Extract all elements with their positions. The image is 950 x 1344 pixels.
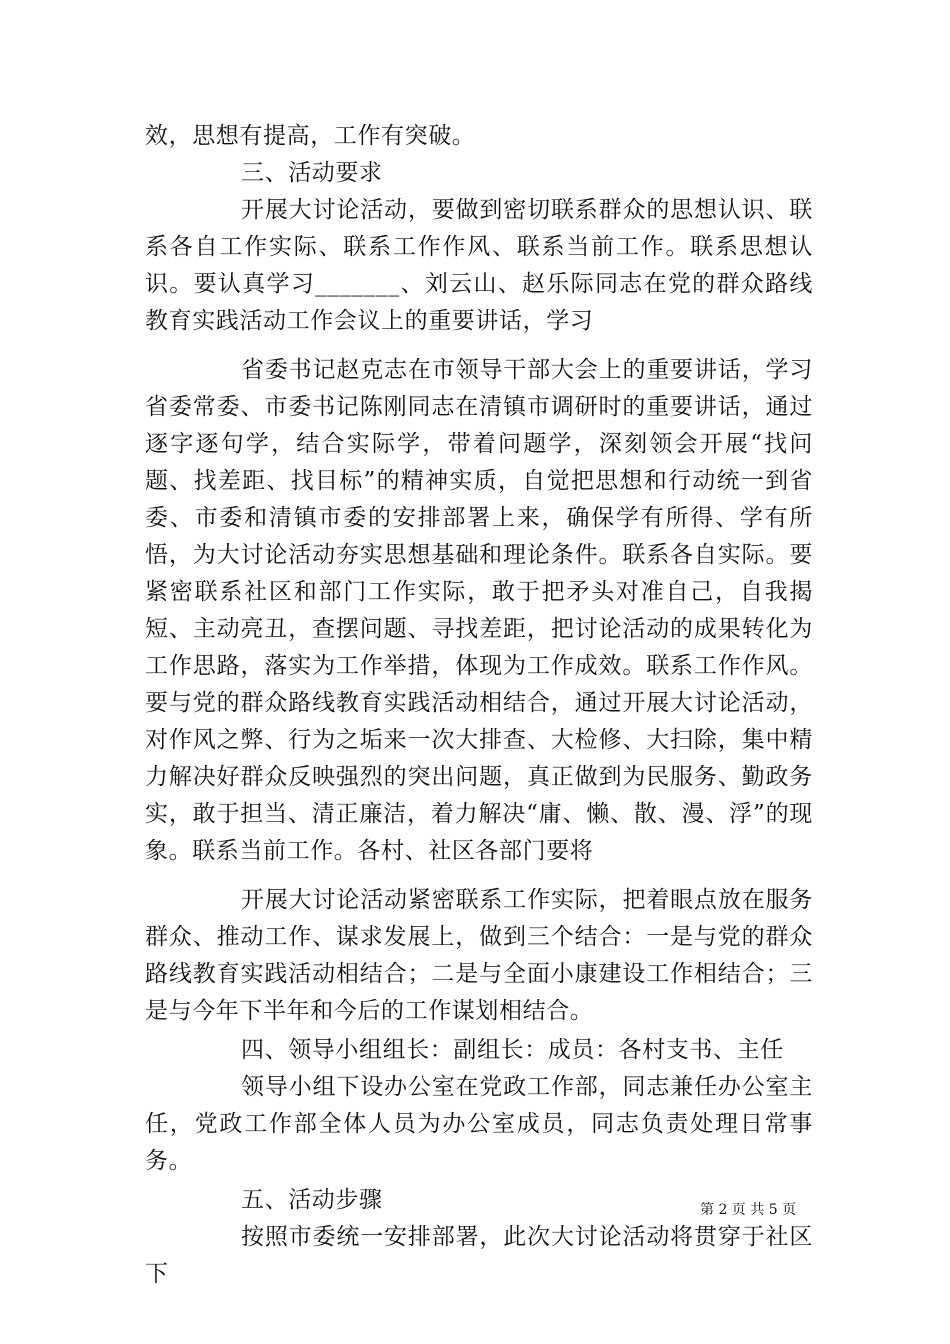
paragraph-three-combinations: 开展大讨论活动紧密联系工作实际，把着眼点放在服务群众、推动工作、谋求发展上，做到三个结合：一是与党的群众路线教育实践活动相结合；二是与全面小康建设工作相结合；三是与今年下半年和今后的工作谋划相结合。 (145, 887, 813, 1024)
section-heading-leadership: 四、领导小组组长：副组长：成员：各村支书、主任 (241, 1037, 784, 1063)
paragraph-continuation: 效，思想有提高，工作有突破。 (145, 123, 476, 149)
page-number: 第 2 页 共 5 页 (700, 1202, 797, 1218)
document-body (145, 118, 813, 1293)
paragraph-study-details: 省委书记赵克志在市领导干部大会上的重要讲话，学习省委常委、市委书记陈刚同志在清镇市调研时的重要讲话，通过逐字逐句学，结合实际学，带着问题学，深刻领会开展“找问题、找差距、找目标”的精神实质，自觉把思想和行动统一到省委、市委和清镇市委的安排部署上来，确保学有所得、学有所悟，为大讨论活动夯实思想基础和理论条件。联系各自实际。要紧密联系社区和部门工作实际，敢于把矛头对准自己，自我揭短、主动亮丑，查摆问题、寻找差距，把讨论活动的成果转化为工作思路，落实为工作举措，体现为工作成效。联系工作作风。要与党的群众路线教育实践活动相结合，通过开展大讨论活动，对作风之弊、行为之垢来一次大排查、大检修、大扫除，集中精力解决好群众反映强烈的突出问题，真正做到为民服务、勤政务实，敢于担当、清正廉洁，着力解决“庸、懒、散、漫、浮”的现象。联系当前工作。各村、社区各部门要将 (145, 357, 813, 864)
paragraph-requirements: 开展大讨论活动，要做到密切联系群众的思想认识、联系各自工作实际、联系工作作风、联系当前工作。联系思想认识。要认真学习_______、刘云山、赵乐际同志在党的群众路线教育实践活动工作会议上的重要讲话，学习 (145, 197, 813, 334)
section-heading-steps: 五、活动步骤 (241, 1187, 383, 1213)
paragraph-steps: 按照市委统一安排部署，此次大讨论活动将贯穿于社区下 (145, 1224, 813, 1287)
paragraph-office: 领导小组下设办公室在党政工作部，同志兼任办公室主任，党政工作部全体人员为办公室成员，同志负责处理日常事务。 (145, 1074, 813, 1174)
section-heading-requirements: 三、活动要求 (241, 160, 383, 186)
